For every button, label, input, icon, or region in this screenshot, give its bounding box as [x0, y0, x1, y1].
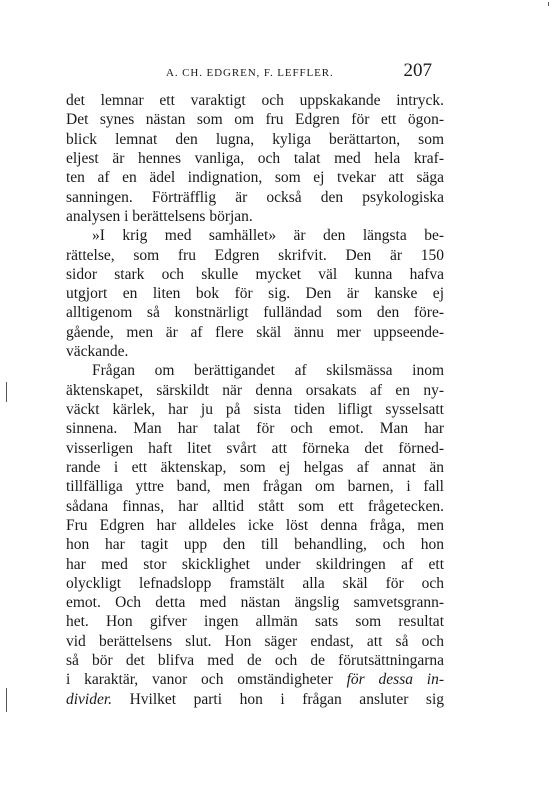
text-line: det lemnar ett varaktigt och uppskakande intryck.	[66, 92, 444, 109]
text-line: Det synes nästan som om fru Edgren för ett ögon-	[66, 111, 444, 129]
page-number: 207	[403, 60, 432, 81]
text-line: alltigenom så konstnärligt fulländad som den före-	[66, 304, 444, 322]
text-line: olyckligt lefnadslopp framstält alla skäl för och	[66, 574, 444, 592]
text-line: äktenskapet, särskildt när denna orsakats af en ny-	[66, 381, 444, 399]
text-line: sinnena. Man har talat för och emot. Man har	[66, 420, 444, 438]
text-line: rande i ett äktenskap, som ej helgas af annat än	[66, 458, 444, 476]
text-line: så bör det blifva med de och de förutsättningarna	[66, 652, 444, 670]
text-line: het. Hon gifver ingen allmän sats som resultat	[66, 613, 444, 631]
text-line: sådana finnas, har alltid stått som ett frågetecken.	[66, 497, 444, 515]
text-line: rättelse, som fru Edgren skrifvit. Den är 150	[66, 246, 444, 264]
text-line: analysen i berättelsens början.	[66, 207, 253, 225]
text-line: Frågan om berättigandet af skilsmässa inom	[92, 362, 444, 380]
text-line: eljest är hennes vanliga, och talat med hela kraf-	[66, 149, 444, 167]
text-line: emot. Och detta med nästan ängslig samvetsgrann-	[66, 594, 444, 612]
text-line: Fru Edgren har alldeles icke löst denna fråga, men	[66, 516, 444, 534]
text-line: vid berättelsens slut. Hon säger endast, att så och	[66, 632, 444, 650]
text-line: sanningen. Förträfflig är också den psykologiska	[66, 188, 444, 206]
text-line: tillfälliga yttre band, men frågan om barnen, i fall	[66, 478, 444, 496]
text-line: »I krig med samhället» är den längsta be-	[92, 227, 444, 245]
text-line: gående, men är af flere skäl ännu mer uppseende-	[66, 323, 444, 341]
italic-phrase: divider.	[66, 690, 113, 708]
text-line	[66, 670, 444, 689]
scan-edge-mark	[548, 2, 549, 6]
text-line	[66, 690, 444, 709]
text-line: utgjort en liten bok för sig. Den är kanske ej	[66, 285, 444, 303]
scan-edge-mark	[6, 382, 7, 402]
running-title: A. CH. EDGREN, F. LEFFLER.	[166, 67, 334, 79]
text-line: har med stor skicklighet under skildringen af ett	[66, 555, 444, 573]
text-line: hon har tagit upp den till behandling, och hon	[66, 536, 444, 554]
text-line: ten af en ädel indignation, som ej tvekar att säga	[66, 169, 444, 187]
text-line-roman: i karaktär, vanor och omständigheter	[66, 671, 333, 689]
running-head	[66, 60, 434, 84]
scan-edge-mark	[6, 688, 7, 712]
text-line: sidor stark och skulle mycket väl kunna hafva	[66, 265, 444, 283]
text-line: väckt kärlek, har ju på sista tiden lifligt sysselsatt	[66, 401, 444, 418]
text-line: visserligen haft litet svårt att förneka det förned-	[66, 439, 444, 457]
italic-phrase: för dessa in-	[346, 671, 444, 689]
text-line-roman: Hvilket parti hon i frågan ansluter sig	[129, 690, 444, 708]
text-line: blick lemnat den lugna, kyliga berättarton, som	[66, 130, 444, 148]
text-line: väckande.	[66, 343, 129, 361]
body-text	[66, 91, 444, 709]
